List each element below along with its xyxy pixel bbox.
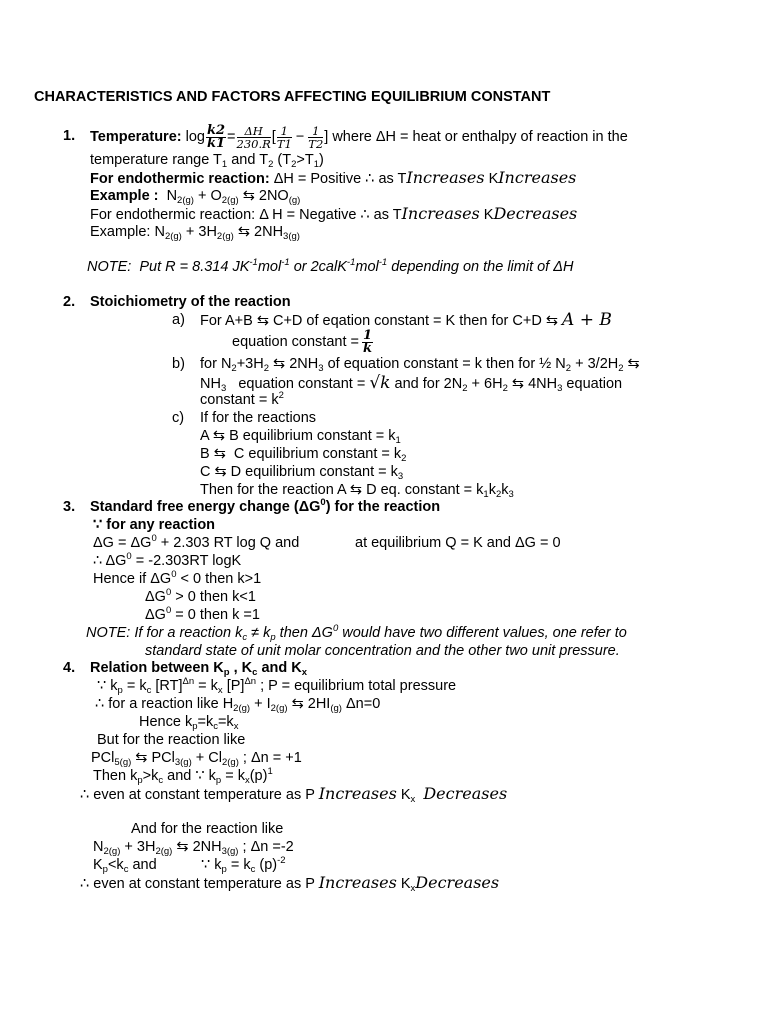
page-title: CHARACTERISTICS AND FACTORS AFFECTING EQUILIBRIUM CONSTANT xyxy=(34,89,551,105)
kx-symbol: $K_x$ xyxy=(400,876,416,894)
item-c-line-3: B ⇆ C equilibrium constant = $k_2$ xyxy=(200,446,407,464)
s4-line-1: ∵ $k_p = k_c$ $[RT]^{\Delta n} = k_x$ $[P]^{\Delta n}$ ; P = equilibrium total pressure xyxy=(97,676,457,696)
item-c-line-5: Then for the reaction A ⇆ D eq. constant = $k_1k_2k_3$ xyxy=(200,482,514,500)
s4-line-10a: $K_p<k_c$ and xyxy=(93,857,157,875)
example-label: Example : xyxy=(90,188,159,204)
frac-num: 1 xyxy=(308,125,323,138)
frac-num: k2 xyxy=(206,122,226,138)
item-c-line-4: C ⇆ D equilibrium constant = $k_3$ xyxy=(200,464,404,482)
s3-line-2b: at equilibrium Q = K and ΔG = 0 xyxy=(355,535,561,551)
s3-note-line-2: standard state of unit molar concentration and the other two unit pressure. xyxy=(145,643,620,659)
constant-temp-text: ∴ even at constant temperature as P xyxy=(80,876,315,892)
item-b-label: b) xyxy=(172,356,185,372)
sqrt-k: √k xyxy=(369,373,391,393)
frac-den: T1 xyxy=(276,136,292,151)
frac-num: ΔH xyxy=(237,125,271,138)
section-2-number: 2. xyxy=(63,294,76,310)
frac-den: T2 xyxy=(308,136,324,151)
bracket-open: [ xyxy=(271,129,276,145)
k-symbol: K xyxy=(483,207,494,223)
s3-line-4: Hence if $\Delta G^0 < 0$ then k>1 xyxy=(93,569,262,587)
equation-constant-text: equation constant = xyxy=(232,334,359,350)
frac-den: k xyxy=(363,340,373,356)
example-2-line: Example: $N_{2(g)} + 3H_{2(g)}$ ⇆ $2NH_{3(g)}$ xyxy=(90,224,300,242)
s4-line-3: Hence $k_p=k_c=k_x$ xyxy=(139,714,239,732)
section-4-number: 4. xyxy=(63,660,76,676)
decreases-text: Decreases xyxy=(493,204,578,223)
endothermic-positive-line xyxy=(90,169,576,188)
item-a-line-2 xyxy=(232,327,374,357)
inv-t2-fraction xyxy=(308,125,323,150)
equals-sign: = xyxy=(227,129,236,145)
k-symbol: K xyxy=(488,171,499,187)
s3-note-line-1: NOTE: If for a reaction $k_c \ne k_p$ then $\Delta G^0$ would have two different values, one refer to xyxy=(86,623,627,643)
section-4-heading: Relation between $K_p$ , $K_c$ and $K_x$ xyxy=(90,660,308,678)
item-b-line-1: for $N_2+3H_2$ ⇆ $2NH_3$ of equation constant = k then for ½ $N_2 + 3/2H_2$ ⇆ xyxy=(200,356,640,374)
section-1-heading: Temperature: xyxy=(90,129,182,145)
inv-t1-fraction xyxy=(277,125,292,150)
item-b-line-2: $NH_3$ equation constant = √k and for $2N_2 + 6H_2$ ⇆ $4NH_3$ equation xyxy=(200,373,623,394)
item-b-line-3: constant = $k^2$ xyxy=(200,390,284,408)
item-a-text: For A+B ⇆ C+D of eqation constant = K then for C+D ⇆ xyxy=(200,313,558,329)
frac-den: k1 xyxy=(206,135,226,151)
section-1-number: 1. xyxy=(63,128,76,144)
item-c-label: c) xyxy=(172,410,185,426)
log-label: log xyxy=(185,129,205,145)
s3-line-3: ∴ $\Delta G^0 = -2.303RT$ logK xyxy=(93,551,242,569)
section-3-heading: Standard free energy change $(\Delta G^0)$ for the reaction xyxy=(90,497,441,515)
example-1-line xyxy=(90,187,300,205)
kx-symbol: $K_x$ xyxy=(400,787,416,805)
s4-line-5: PCl$_{5(g)}$ ⇆ $PCl_{3(g)} + Cl_{2(g)}$ ; Δn = +1 xyxy=(91,750,302,768)
item-a-label: a) xyxy=(172,312,185,328)
s4-line-11 xyxy=(80,874,499,893)
endothermic-label: For endothermic reaction: xyxy=(90,171,270,187)
reverse-reaction-formula: A + B xyxy=(562,310,612,330)
enthalpy-description: ] where ΔH = heat or enthalpy of reaction in the xyxy=(324,129,628,145)
dh-fraction xyxy=(237,125,271,150)
s3-line-5: $\Delta G^0 > 0$ then k<1 xyxy=(145,587,256,605)
increases-text: Increases xyxy=(318,784,397,803)
temperature-range-line: temperature range $T_1$ and $T_2$ $(T_2>T_1)$ xyxy=(90,152,324,170)
increases-text: Increases xyxy=(498,168,577,187)
dh-negative-text: For endothermic reaction: Δ H = Negative ∴ as T xyxy=(90,207,402,223)
s4-line-10b: ∵ $k_p = k_c$ $(p)^{-2}$ xyxy=(201,855,286,875)
temperature-formula-line xyxy=(90,120,628,154)
decreases-text: Decreases xyxy=(415,873,500,892)
s4-line-6: Then $k_p>k_c$ and ∵ $k_p = k_x(p)^1$ xyxy=(93,766,273,786)
s4-line-7 xyxy=(80,785,507,804)
endothermic-negative-line xyxy=(90,205,577,224)
frac-num: 1 xyxy=(362,327,373,343)
increases-text: Increases xyxy=(401,204,480,223)
k-ratio-fraction xyxy=(206,122,226,151)
increases-text: Increases xyxy=(318,873,397,892)
section-3-number: 3. xyxy=(63,499,76,515)
s4-line-8: And for the reaction like xyxy=(131,821,284,837)
item-c-line-1: If for the reactions xyxy=(200,410,317,426)
item-c-line-2: A ⇆ B equilibrium constant = $k_1$ xyxy=(200,428,401,446)
minus-sign: − xyxy=(295,129,305,145)
frac-num: 1 xyxy=(277,125,292,138)
s3-line-6: $\Delta G^0 = 0$ then k =1 xyxy=(145,605,260,623)
section-2-heading: Stoichiometry of the reaction xyxy=(90,294,291,310)
r-value-note: NOTE: Put R = 8.314 $JK^{-1}mol^{-1}$ or 2calK$^{-1}$mol$^{-1}$ depending on the limit of ΔH xyxy=(87,257,574,275)
constant-temp-text: ∴ even at constant temperature as P xyxy=(80,787,315,803)
s3-line-1: ∵ for any reaction xyxy=(93,517,216,533)
s4-line-4: But for the reaction like xyxy=(97,732,246,748)
frac-den: 230.R xyxy=(236,136,271,151)
example-1-equation: $N_{2(g)} + O_{2(g)}$ ⇆ $2NO_{(g)}$ xyxy=(166,188,301,206)
increases-text: Increases xyxy=(406,168,485,187)
inverse-k-fraction xyxy=(362,327,373,356)
s4-line-2: ∴ for a reaction like $H_{2(g)} + I_{2(g)}$ ⇆ $2HI_{(g)}$ Δn=0 xyxy=(95,696,381,714)
s4-line-9: $N_{2(g)} + 3H_{2(g)}$ ⇆ $2NH_{3(g)}$ ; Δn =-2 xyxy=(93,839,294,857)
s3-line-2a: $\Delta G = \Delta G^0 + 2.303$ RT log Q and xyxy=(93,533,300,551)
dh-positive-text: ΔH = Positive ∴ as T xyxy=(273,171,407,187)
decreases-text: Decreases xyxy=(423,784,508,803)
